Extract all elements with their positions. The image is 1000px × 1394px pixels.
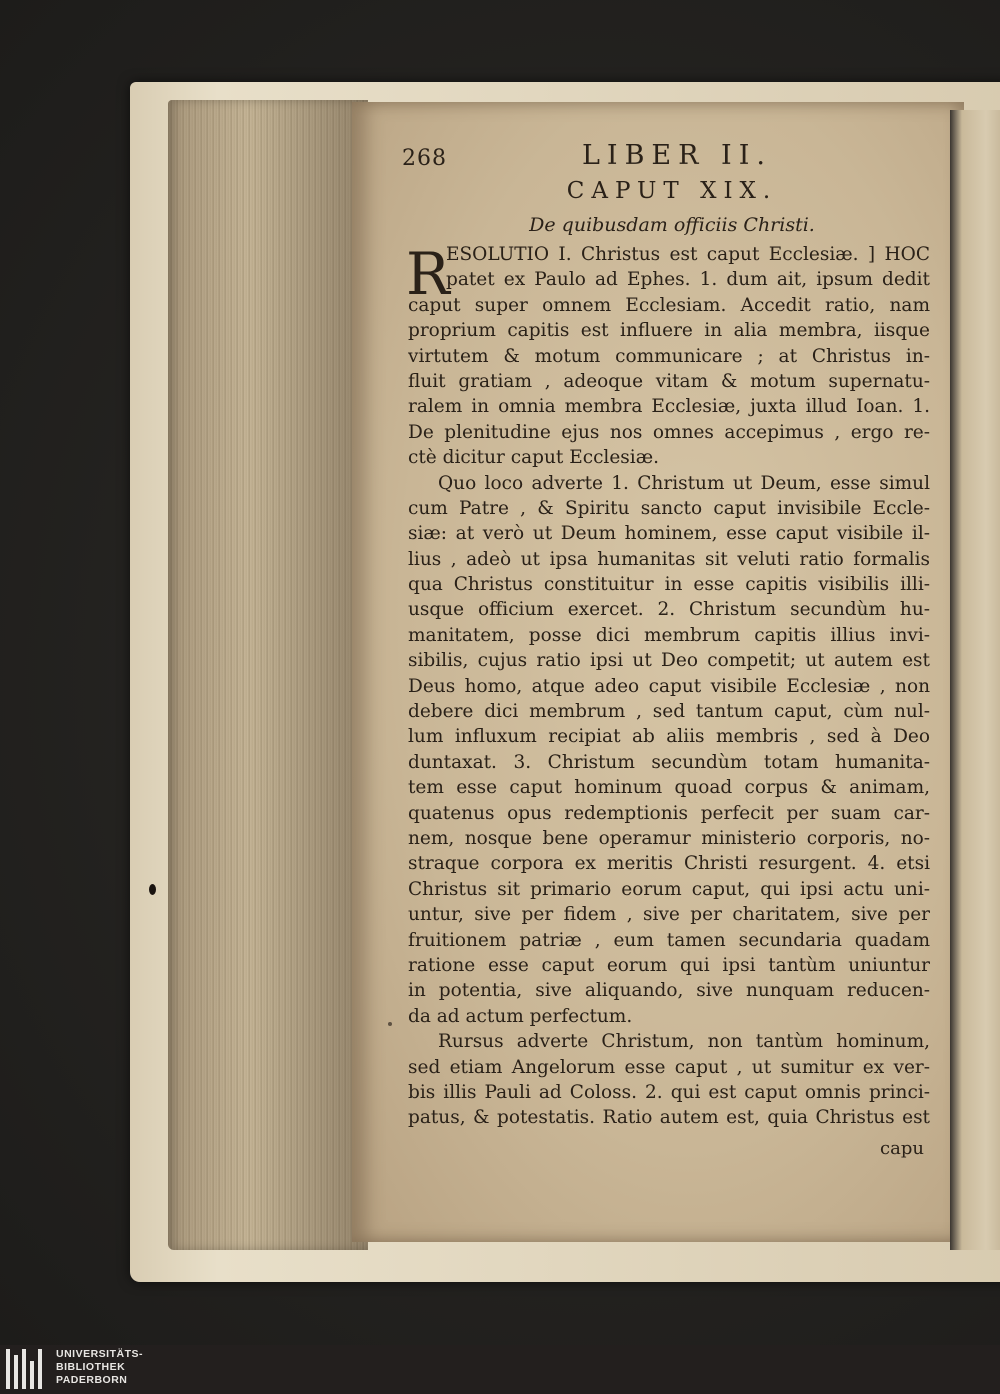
text-line: lius , adeò ut ipsa humanitas sit veluti ratio formalis bbox=[408, 548, 930, 570]
text-line: manitatem, posse dici membrum capitis illius invi- bbox=[408, 624, 930, 646]
text-line: nem, nosque bene operamur ministerio corporis, no- bbox=[408, 827, 930, 849]
chapter-subtitle: De quibusdam officiis Christi. bbox=[529, 214, 815, 236]
ink-spot bbox=[149, 884, 156, 895]
text-line: Rursus adverte Christum, non tantùm hominum, bbox=[438, 1031, 930, 1053]
text-line: Christus sit primario eorum caput, qui ipsi actu uni- bbox=[408, 878, 930, 900]
text-line: lum influxum recipiat ab aliis membris , sed à Deo bbox=[408, 726, 930, 748]
text-line: sibilis, cujus ratio ipsi ut Deo competit; ut autem est bbox=[408, 650, 930, 672]
text-line: duntaxat. 3. Christum secundùm totam humanita- bbox=[408, 751, 930, 773]
text-line: virtutem & motum communicare ; at Christus in- bbox=[408, 345, 930, 367]
running-head bbox=[402, 140, 942, 180]
text-line: tem esse caput hominum quoad corpus & animam, bbox=[408, 777, 930, 799]
text-line: fluit gratiam , adeoque vitam & motum supernatu- bbox=[408, 370, 930, 392]
text-line: proprium capitis est influere in alia membra, iisque bbox=[408, 320, 930, 342]
text-line: caput super omnem Ecclesiam. Accedit ratio, nam bbox=[408, 294, 930, 316]
page-number: 268 bbox=[402, 146, 447, 171]
text-line: straque corpora ex meritis Christi resurgent. 4. etsi bbox=[408, 853, 930, 875]
text-line: ratione esse caput eorum qui ipsi tantùm uniuntur bbox=[408, 954, 930, 976]
page-edges-shading bbox=[168, 100, 368, 1250]
chapter-heading: CAPUT XIX. bbox=[566, 178, 778, 204]
text-line: Quo loco adverte 1. Christum ut Deum, esse simul bbox=[438, 472, 930, 494]
text-line: untur, sive per fidem , sive per charitatem, sive per bbox=[408, 904, 930, 926]
text-line: in potentia, sive aliquando, sive nunquam reducen- bbox=[408, 980, 930, 1002]
text-line: De plenitudine ejus nos omnes accepimus , ergo re- bbox=[408, 421, 930, 443]
logo-line: BIBLIOTHEK bbox=[56, 1361, 126, 1373]
text-line: da ad actum perfectum. bbox=[408, 1005, 633, 1027]
text-line: debere dici membrum , sed tantum caput, cùm nul- bbox=[408, 701, 930, 723]
drop-initial: R bbox=[406, 240, 450, 308]
text-line: patus, & potestatis. Ratio autem est, quia Christus est bbox=[408, 1107, 930, 1129]
book-title: LIBER II. bbox=[582, 140, 772, 171]
text-line: ctè dicitur caput Ecclesiæ. bbox=[408, 447, 659, 469]
footer-bar bbox=[0, 1345, 1000, 1394]
text-line: siæ: at verò ut Deum hominem, esse caput visibile il- bbox=[408, 523, 930, 545]
catchword: capu bbox=[880, 1138, 924, 1159]
facing-page-edge bbox=[950, 110, 1000, 1250]
text-line: ralem in omnia membra Ecclesiæ, juxta illud Ioan. 1. bbox=[408, 396, 930, 418]
library-logo-icon bbox=[4, 1349, 46, 1389]
text-line: fruitionem patriæ , eum tamen secundaria quadam bbox=[408, 929, 930, 951]
text-line: qua Christus constituitur in esse capitis visibilis illi- bbox=[408, 574, 930, 596]
text-line: usque officium exercet. 2. Christum secundùm hu- bbox=[408, 599, 930, 621]
logo-line: UNIVERSITÄTS- bbox=[56, 1348, 144, 1360]
text-line: bis illis Pauli ad Coloss. 2. qui est caput omnis princi- bbox=[408, 1081, 930, 1103]
text-line: quatenus opus redemptionis perfecit per suam car- bbox=[408, 802, 930, 824]
ink-spot bbox=[388, 1022, 392, 1026]
text-line: ESOLUTIO I. Christus est caput Ecclesiæ. ] HOC bbox=[446, 244, 930, 265]
logo-line: PADERBORN bbox=[56, 1374, 128, 1386]
text-line: cum Patre , & Spiritu sancto caput invisibile Eccle- bbox=[408, 497, 930, 519]
library-logo-text bbox=[56, 1348, 143, 1387]
text-line: sed etiam Angelorum esse caput , ut sumitur ex ver- bbox=[408, 1056, 930, 1078]
text-line: Deus homo, atque adeo caput visibile Ecclesiæ , non bbox=[408, 675, 930, 697]
body-text bbox=[408, 242, 930, 1131]
text-line: patet ex Paulo ad Ephes. 1. dum ait, ipsum dedit bbox=[446, 269, 930, 291]
